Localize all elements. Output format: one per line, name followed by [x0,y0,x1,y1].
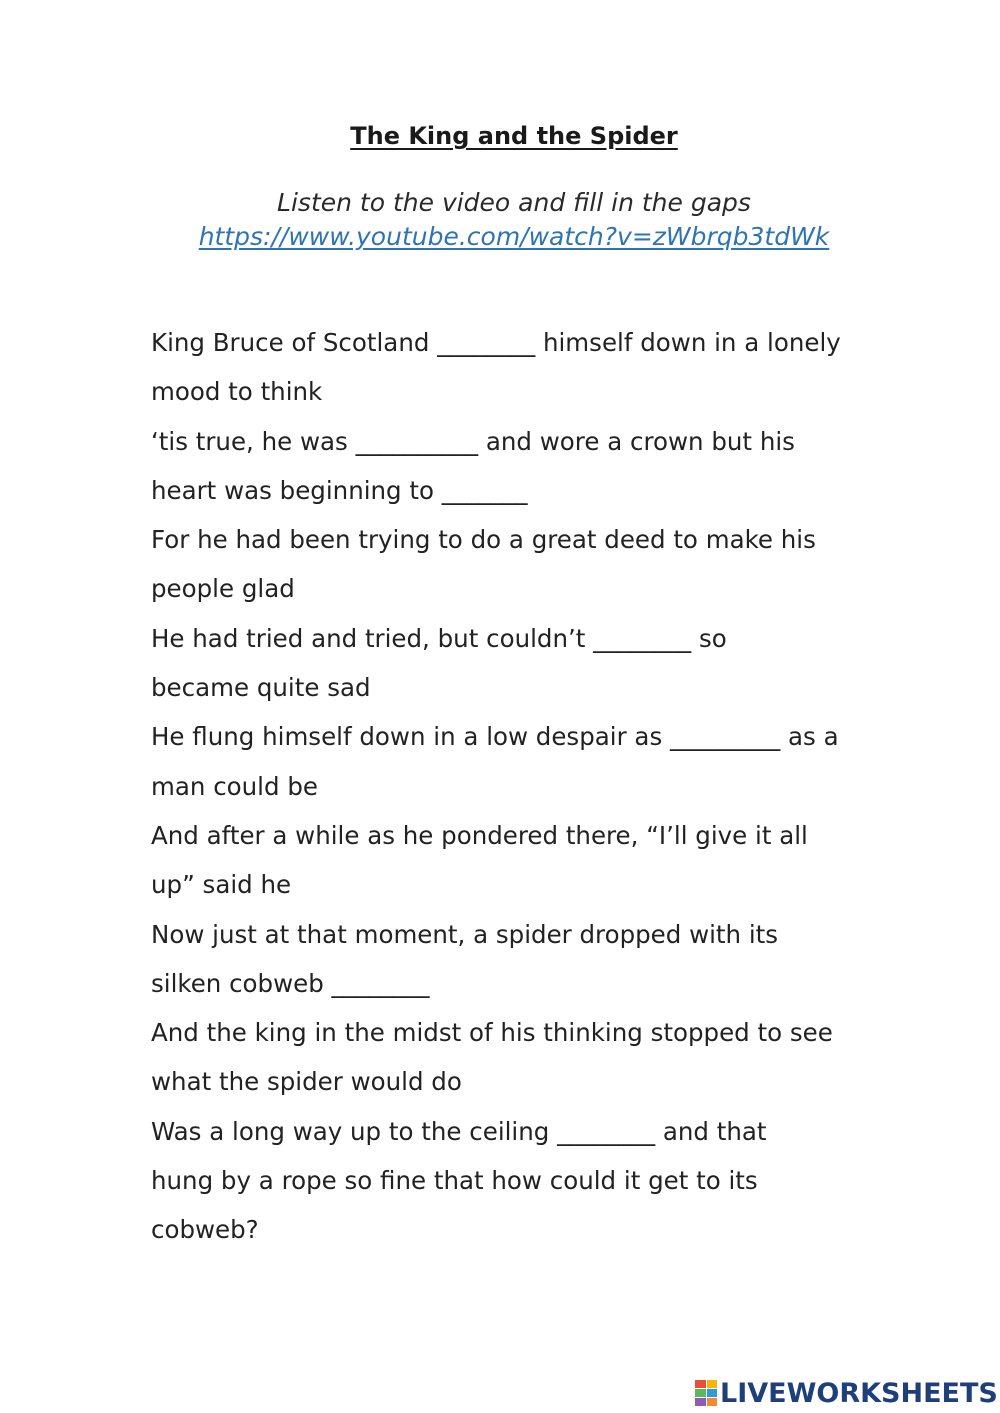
text-line: up” said he [151,870,292,900]
text-line: people glad [151,574,295,604]
text-line: And the king in the midst of his thinking stopped to see [151,1018,833,1048]
lyrics-text-block [151,318,911,1255]
text-line: mood to think [151,377,323,407]
logo-mark-square [707,1380,718,1388]
text-line: heart was beginning to _______ [151,475,528,505]
text-line: And after a while as he pondered there, “I’ll give it all [151,820,808,850]
text-line: He had tried and tried, but couldn’t ________ so [151,623,727,653]
logo-text: LIVEWORKSHEETS [720,1377,998,1409]
logo-mark-square [707,1389,718,1397]
text-line: cobweb? [151,1215,259,1245]
text-line: ‘tis true, he was __________ and wore a crown but his [151,426,795,456]
text-line: became quite sad [151,673,371,703]
text-line: what the spider would do [151,1067,462,1097]
text-line: Now just at that moment, a spider dropped with its [151,919,779,949]
logo-mark-square [695,1380,706,1388]
text-line: hung by a rope so fine that how could it get to its [151,1166,758,1196]
logo-mark-square [695,1398,706,1406]
instruction-text: Listen to the video and fill in the gaps [277,188,751,217]
text-line: man could be [151,771,318,801]
liveworksheets-logo-icon [695,1380,717,1406]
text-line: Was a long way up to the ceiling ________ and that [151,1116,767,1146]
text-line: silken cobweb ________ [151,968,430,998]
logo-mark-square [707,1398,718,1406]
worksheet-title: The King and the Spider [350,122,678,150]
text-line: For he had been trying to do a great deed to make his [151,525,816,555]
text-line: King Bruce of Scotland ________ himself down in a lonely [151,328,841,357]
logo-mark-square [695,1389,706,1397]
video-link[interactable]: https://www.youtube.com/watch?v=zWbrqb3tdWk [198,222,830,251]
liveworksheets-logo[interactable] [695,1376,998,1410]
text-line: He flung himself down in a low despair as _________ as a [151,722,839,752]
